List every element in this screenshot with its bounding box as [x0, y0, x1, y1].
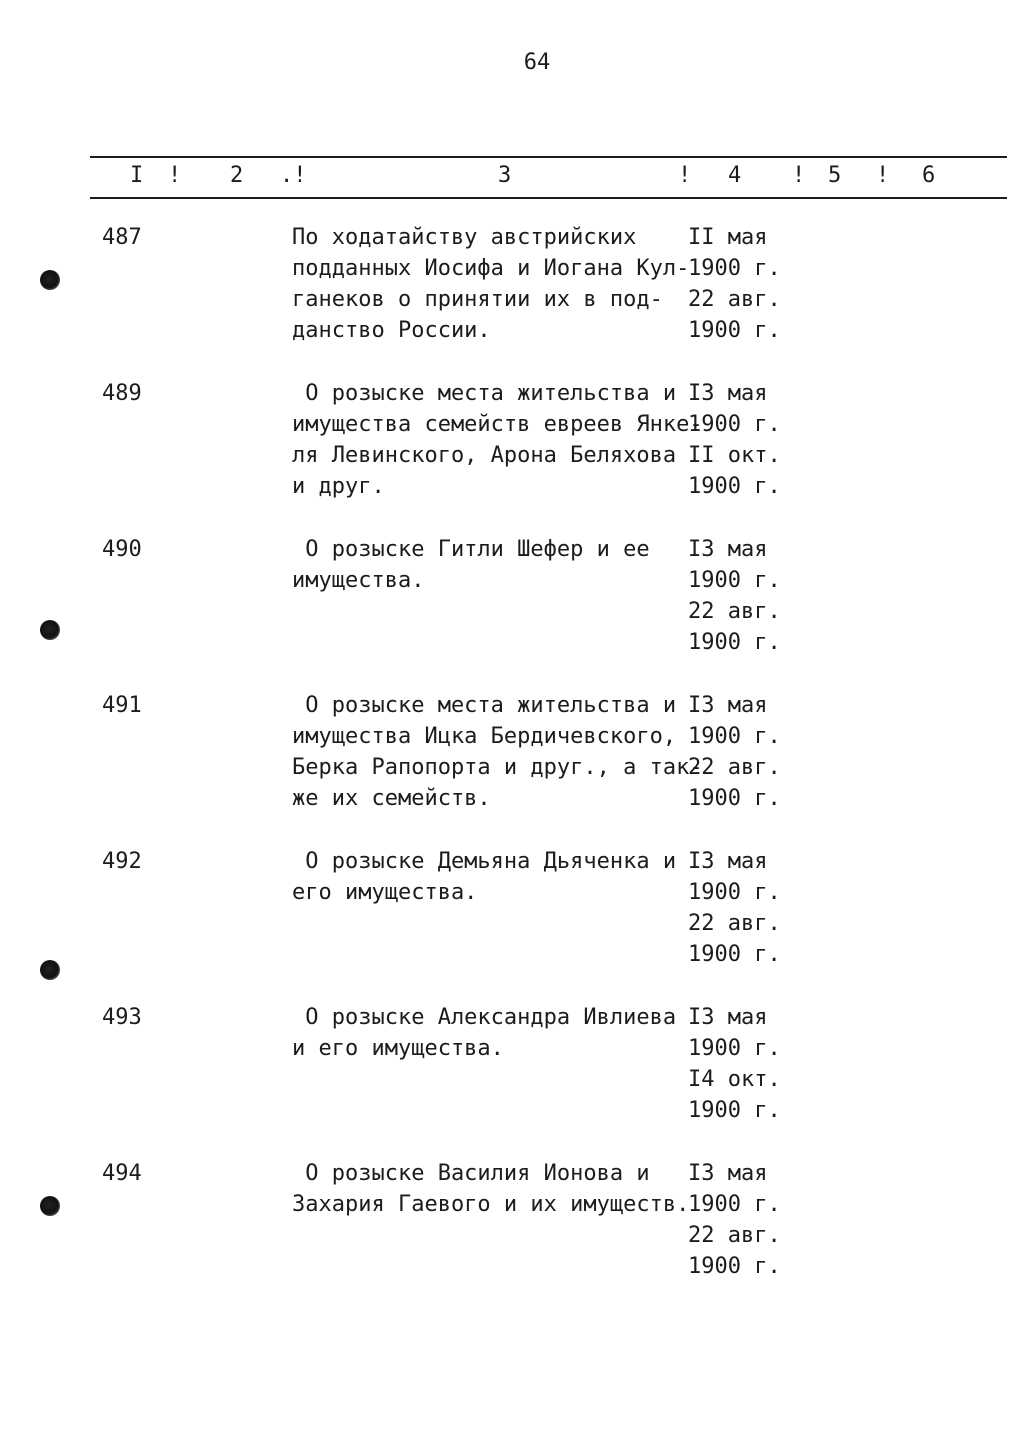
record-number: 489: [102, 381, 142, 406]
record-number: 490: [102, 537, 142, 562]
table-row: [0, 534, 1024, 690]
record-title: О розыске Гитли Шефер и ее имущества.: [292, 537, 650, 593]
header-separator: .!: [280, 163, 307, 188]
record-dates: I3 мая 1900 г. I4 окт. 1900 г.: [688, 1005, 781, 1123]
header-col-3: 3: [498, 163, 512, 188]
record-dates: II мая 1900 г. 22 авг. 1900 г.: [688, 225, 781, 343]
record-title: О розыске места жительства и имущества семейств евреев Янке- ля Левинского, Арона Беляхова и друг.: [292, 381, 703, 499]
header-rule-bottom: [90, 197, 1007, 199]
record-title: О розыске Василия Ионова и Захария Гаевого и их имуществ.: [292, 1161, 690, 1217]
header-separator: !: [792, 163, 806, 188]
record-dates: I3 мая 1900 г. 22 авг. 1900 г.: [688, 849, 781, 967]
header-col-2: 2: [230, 163, 244, 188]
header-col-6: 6: [922, 163, 936, 188]
table-row: [0, 846, 1024, 1002]
punch-hole-icon: [40, 1196, 60, 1216]
record-title: О розыске места жительства и имущества Ицка Бердичевского, Берка Рапопорта и друг., а так- же их семейств.: [292, 693, 703, 811]
record-dates: I3 мая 1900 г. II окт. 1900 г.: [688, 381, 781, 499]
table-row: [0, 1158, 1024, 1314]
record-number: 492: [102, 849, 142, 874]
record-dates: I3 мая 1900 г. 22 авг. 1900 г.: [688, 1161, 781, 1279]
record-title: О розыске Александра Ивлиева и его имущества.: [292, 1005, 677, 1061]
record-title: По ходатайству австрийских подданных Иосифа и Иогана Кул- ганеков о принятии их в под- данство России.: [292, 225, 690, 343]
record-dates: I3 мая 1900 г. 22 авг. 1900 г.: [688, 537, 781, 655]
header-separator: !: [678, 163, 692, 188]
punch-hole-icon: [40, 620, 60, 640]
record-title: О розыске Демьяна Дьяченка и его имущества.: [292, 849, 677, 905]
punch-hole-icon: [40, 960, 60, 980]
record-number: 487: [102, 225, 142, 250]
records-list: [0, 222, 1024, 1314]
header-col-5: 5: [828, 163, 842, 188]
page-number: 64: [523, 50, 551, 75]
table-row: [0, 222, 1024, 378]
header-col-1: I: [130, 163, 144, 188]
record-dates: I3 мая 1900 г. 22 авг. 1900 г.: [688, 693, 781, 811]
table-row: [0, 1002, 1024, 1158]
table-header: [0, 163, 1024, 193]
record-number: 491: [102, 693, 142, 718]
header-col-4: 4: [728, 163, 742, 188]
header-rule-top: [90, 156, 1007, 158]
table-row: [0, 690, 1024, 846]
record-number: 494: [102, 1161, 142, 1186]
header-separator: !: [876, 163, 890, 188]
header-separator: !: [168, 163, 182, 188]
table-row: [0, 378, 1024, 534]
record-number: 493: [102, 1005, 142, 1030]
punch-hole-icon: [40, 270, 60, 290]
